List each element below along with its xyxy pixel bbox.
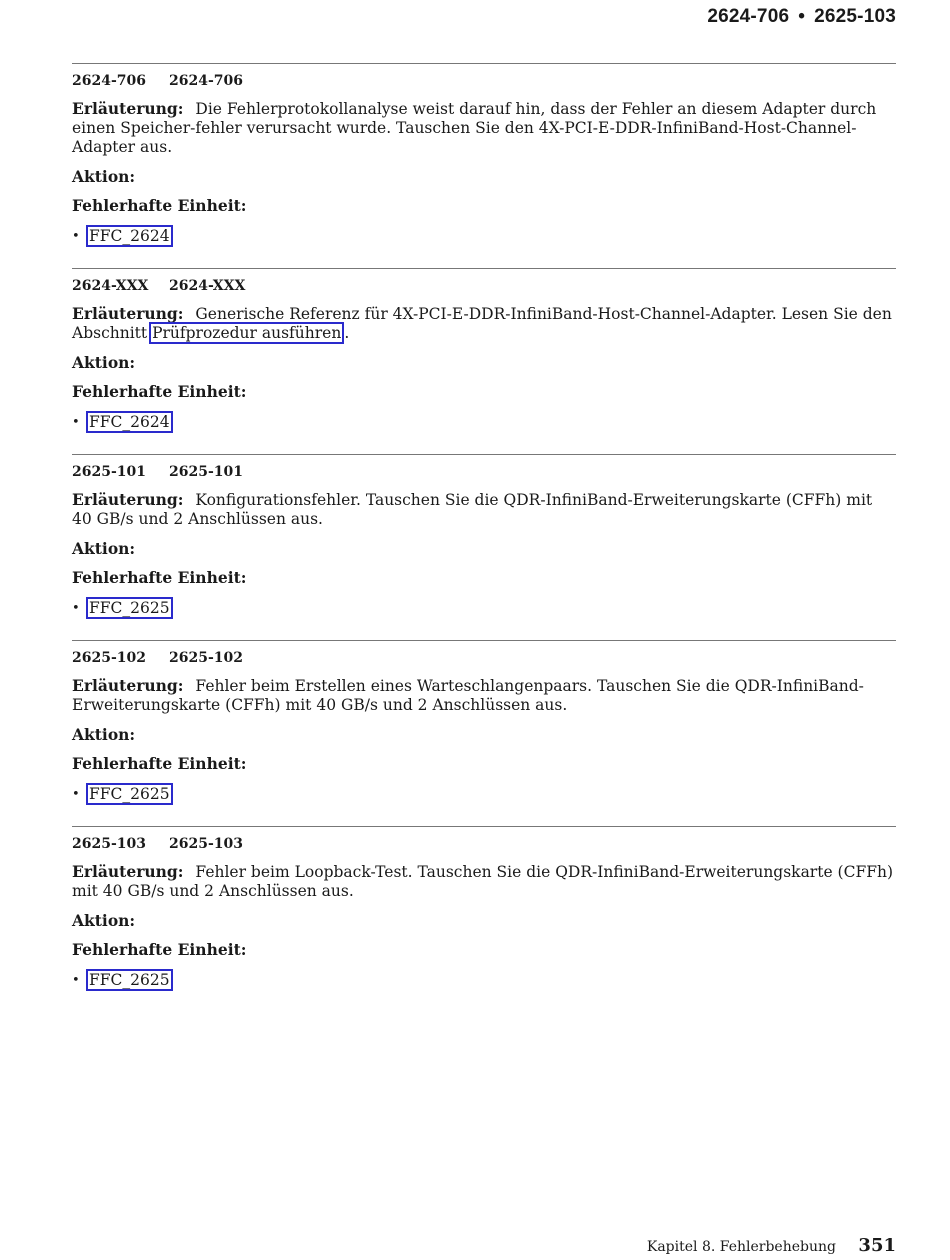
error-code-row [72, 834, 896, 854]
action-label: Aktion: [72, 167, 136, 186]
faulty-unit-list [72, 969, 896, 991]
error-code-list [72, 63, 896, 991]
explanation [72, 862, 896, 901]
explanation-label: Erläuterung: [72, 490, 184, 509]
explanation-label: Erläuterung: [72, 304, 184, 323]
explanation-text: Fehler beim Loopback-Test. Tauschen Sie die QDR-InfiniBand-Erweiterungskarte (CFFh) mit 40 GB/s und 2 Anschlüssen aus. [72, 863, 893, 900]
page-footer [647, 1236, 896, 1257]
error-code-row [72, 71, 896, 91]
action-label: Aktion: [72, 353, 136, 372]
chapter-title: Kapitel 8. Fehlerbehebung [646, 1239, 836, 1255]
header-right-code: 2625-103 [814, 6, 896, 27]
header-left-code: 2624-706 [707, 6, 790, 27]
error-entry [72, 454, 896, 619]
faulty-unit-label: Fehlerhafte Einheit: [72, 568, 247, 587]
error-code: 2625-103 [72, 836, 146, 852]
explanation [72, 490, 896, 529]
explanation-text: Generische Referenz für 4X-PCI-E-DDR-InfiniBand-Host-Channel-Adapter. Lesen Sie den Abschnitt [72, 305, 892, 342]
error-code-alt: 2625-102 [169, 650, 243, 666]
faulty-unit-list [72, 411, 896, 433]
explanation [72, 99, 896, 157]
bullet-icon: • [72, 228, 80, 244]
action-label: Aktion: [72, 725, 136, 744]
bullet-icon: • [72, 600, 80, 616]
error-entry [72, 63, 896, 247]
faulty-unit-label: Fehlerhafte Einheit: [72, 754, 247, 773]
error-code-alt: 2624-706 [169, 73, 243, 89]
error-code-alt: 2624-XXX [169, 278, 246, 294]
error-code: 2625-101 [72, 464, 146, 480]
error-entry [72, 826, 896, 991]
error-code: 2624-706 [72, 73, 146, 89]
action-label: Aktion: [72, 539, 136, 558]
explanation-label: Erläuterung: [72, 862, 184, 881]
faulty-unit-label: Fehlerhafte Einheit: [72, 940, 247, 959]
faulty-unit-list [72, 225, 896, 247]
ffc-link[interactable]: FFC_2625 [86, 969, 173, 991]
error-code-row [72, 648, 896, 668]
error-code-alt: 2625-103 [169, 836, 243, 852]
bullet-icon: • [72, 786, 80, 802]
error-entry [72, 268, 896, 433]
ffc-link[interactable]: FFC_2624 [86, 225, 173, 247]
procedure-link[interactable]: Prüfprozedur ausführen [149, 322, 344, 344]
explanation-text: Fehler beim Erstellen eines Warteschlangenpaars. Tauschen Sie die QDR-InfiniBand-Erweiterungskarte (CFFh) mit 40 GB/s und 2 Anschlüssen aus. [72, 677, 864, 714]
faulty-unit-list [72, 597, 896, 619]
ffc-link[interactable]: FFC_2625 [86, 783, 173, 805]
error-entry [72, 640, 896, 805]
explanation [72, 676, 896, 715]
ffc-link[interactable]: FFC_2624 [86, 411, 173, 433]
faulty-unit-label: Fehlerhafte Einheit: [72, 196, 247, 215]
ffc-link[interactable]: FFC_2625 [86, 597, 173, 619]
explanation-label: Erläuterung: [72, 99, 184, 118]
explanation-text: Die Fehlerprotokollanalyse weist darauf hin, dass der Fehler an diesem Adapter durch einen Speicher-fehler verursacht wurde. Tauschen Sie den 4X-PCI-E-DDR-InfiniBand-Host-Channel-Adapter aus. [72, 100, 877, 156]
faulty-unit-list [72, 783, 896, 805]
action-label: Aktion: [72, 911, 136, 930]
running-header [707, 6, 896, 28]
explanation-label: Erläuterung: [72, 676, 184, 695]
bullet-icon: • [72, 414, 80, 430]
page-number: 351 [858, 1235, 896, 1256]
explanation [72, 304, 896, 343]
error-code-alt: 2625-101 [169, 464, 243, 480]
error-code: 2625-102 [72, 650, 146, 666]
error-code-row [72, 276, 896, 296]
bullet-icon: • [72, 972, 80, 988]
explanation-text: Konfigurationsfehler. Tauschen Sie die QDR-InfiniBand-Erweiterungskarte (CFFh) mit 40 GB/s und 2 Anschlüssen aus. [72, 491, 873, 528]
error-code: 2624-XXX [72, 278, 149, 294]
explanation-period: . [344, 324, 350, 342]
faulty-unit-label: Fehlerhafte Einheit: [72, 382, 247, 401]
error-code-row [72, 462, 896, 482]
header-separator: • [798, 6, 806, 27]
